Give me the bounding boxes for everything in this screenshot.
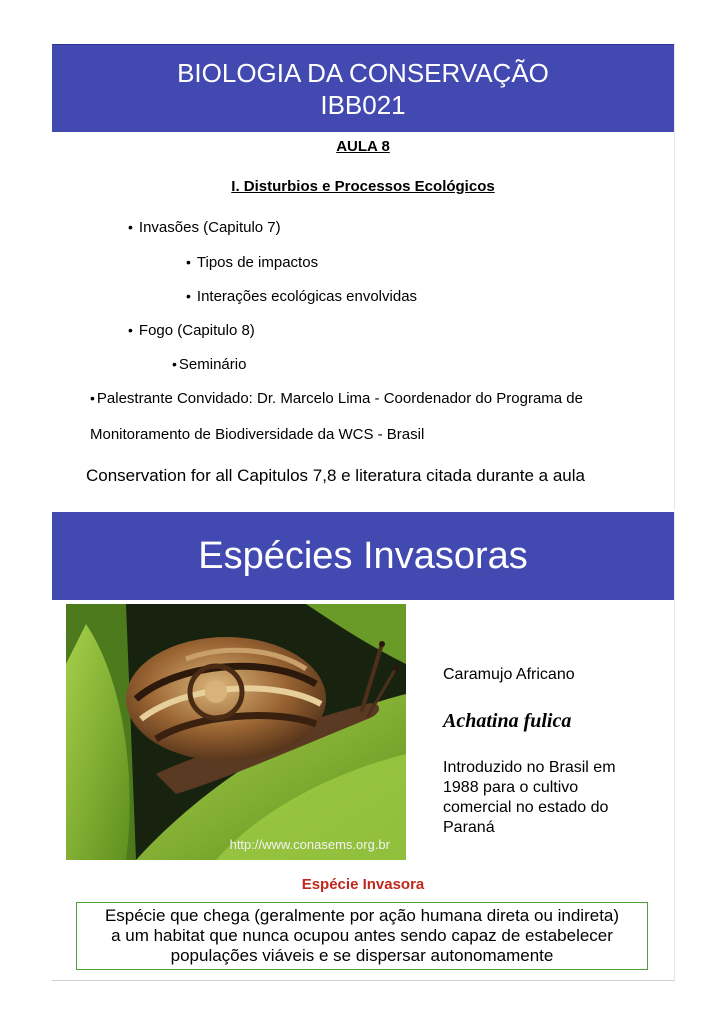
slide-1 <box>52 44 675 510</box>
slide-2-title: Espécies Invasoras <box>198 534 528 577</box>
bullet-interacoes: • Interações ecológicas envolvidas <box>186 288 418 305</box>
bullet-dot-icon: • <box>128 219 133 235</box>
definition-box <box>76 902 648 970</box>
bullet-seminario: • Seminário <box>172 356 247 373</box>
bullet-dot-icon: • <box>172 356 177 372</box>
bullet-palestrante: • Palestrante Convidado: Dr. Marcelo Lima - Coordenador do Programa de <box>90 390 583 407</box>
bullet-dot-icon: • <box>186 288 191 304</box>
bullet-dot-icon: • <box>90 390 95 406</box>
reading-note: Conservation for all Capitulos 7,8 e literatura citada durante a aula <box>86 466 585 485</box>
lesson-label: AULA 8 <box>336 138 390 155</box>
introduction-text: Introduzido no Brasil em 1988 para o cultivo comercial no estado do Paraná <box>443 759 616 836</box>
common-name: Caramujo Africano <box>443 666 575 683</box>
slide-1-title-banner <box>52 44 674 132</box>
bullet-fogo: • Fogo (Capitulo 8) <box>128 322 255 339</box>
course-title: BIOLOGIA DA CONSERVAÇÃO <box>177 58 549 88</box>
bullet-palestrante-cont: Monitoramento de Biodiversidade da WCS - Brasil <box>90 426 425 443</box>
snail-photo <box>66 604 406 860</box>
slide-2 <box>52 512 675 981</box>
definition-line-1: Espécie que chega (geralmente por ação humana direta ou indireta) <box>104 906 620 925</box>
slide-2-title-banner <box>52 512 674 600</box>
bullet-invasoes: • Invasões (Capitulo 7) <box>128 219 281 236</box>
definition-line-2: a um habitat que nunca ocupou antes sendo capaz de estabelecer <box>111 926 613 945</box>
bullet-tipos: • Tipos de impactos <box>186 254 319 271</box>
photo-credit: http://www.conasems.org.br <box>229 837 390 852</box>
course-code: IBB021 <box>320 90 406 120</box>
scientific-name: Achatina fulica <box>443 710 572 732</box>
snail-illustration <box>66 604 406 860</box>
definition-title: Espécie Invasora <box>301 876 425 893</box>
section-heading: I. Disturbios e Processos Ecológicos <box>231 178 495 195</box>
bullet-dot-icon: • <box>186 254 191 270</box>
definition-line-3: populações viáveis e se dispersar autonomamente <box>170 946 554 965</box>
bullet-dot-icon: • <box>128 322 133 338</box>
